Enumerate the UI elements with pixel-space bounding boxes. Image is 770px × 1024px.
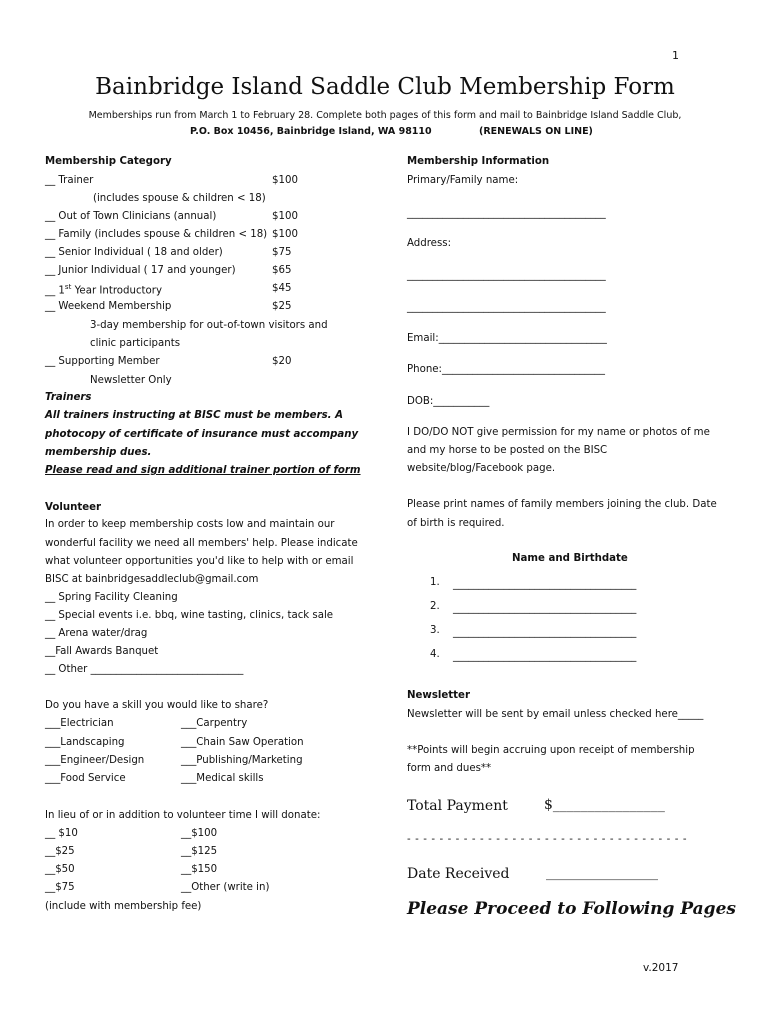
family-member-field[interactable]: ____________________________________ [453, 579, 637, 590]
points-note: **Points will begin accruing upon receipt of membership [407, 745, 695, 756]
volunteer-heading: Volunteer [45, 502, 102, 513]
volunteer-other-field[interactable]: __ Other ______________________________ [45, 664, 244, 675]
first-year-prefix: __ 1 [45, 285, 65, 297]
volunteer-text: what volunteer opportunities you'd like to help with or email [45, 556, 354, 567]
points-note: form and dues** [407, 763, 492, 774]
family-instructions: Please print names of family members joining the club. Date [407, 499, 717, 510]
address-label: Address: [407, 238, 452, 249]
family-member-field[interactable]: ____________________________________ [453, 603, 637, 614]
family-number: 2. [430, 601, 440, 612]
date-received-label: Date Received [407, 866, 510, 882]
permission-text: I DO/DO NOT give permission for my name or photos of me [407, 427, 710, 438]
family-member-field[interactable]: ____________________________________ [453, 651, 637, 662]
junior-price: $65 [272, 265, 292, 276]
skill-option[interactable]: ___Landscaping [45, 737, 125, 748]
family-number: 4. [430, 649, 440, 660]
skill-option[interactable]: ___Carpentry [181, 718, 248, 729]
donate-question: In lieu of or in addition to volunteer time I will donate: [45, 810, 321, 821]
trainers-instruction: Please read and sign additional trainer portion of form [45, 465, 361, 476]
permission-text: and my horse to be posted on the BISC [407, 445, 608, 456]
version-label: v.2017 [643, 962, 679, 974]
family-number: 3. [430, 625, 440, 636]
trainer-option[interactable]: __ Trainer [45, 175, 94, 186]
skill-option[interactable]: ___Medical skills [181, 773, 264, 784]
junior-option[interactable]: __ Junior Individual ( 17 and younger) [45, 265, 236, 276]
first-year-option[interactable] [45, 283, 162, 296]
membership-category-heading: Membership Category [45, 156, 172, 167]
donate-note: (include with membership fee) [45, 901, 202, 912]
trainers-text: membership dues. [45, 447, 152, 458]
weekend-note: clinic participants [90, 338, 181, 349]
trainers-text: photocopy of certificate of insurance must accompany [45, 429, 359, 440]
proceed-note: Please Proceed to Following Pages [407, 899, 736, 919]
membership-info-heading: Membership Information [407, 156, 550, 167]
senior-price: $75 [272, 247, 292, 258]
name-birthdate-heading: Name and Birthdate [512, 553, 628, 564]
divider-dashes: - - - - - - - - - - - - - - - - - - - - - - - - - - - - - - - - - - - [407, 834, 688, 845]
first-year-suffix: Year Introductory [71, 285, 162, 297]
donate-option[interactable]: __$50 [45, 864, 75, 875]
newsletter-heading: Newsletter [407, 690, 470, 701]
donate-option[interactable]: __$100 [181, 828, 218, 839]
senior-option[interactable]: __ Senior Individual ( 18 and older) [45, 247, 223, 258]
trainer-price: $100 [272, 175, 298, 186]
skills-question: Do you have a skill you would like to share? [45, 700, 269, 711]
subtitle-line: Memberships run from March 1 to February 28. Complete both pages of this form and mail to Bainbridge Island Saddle Club, [88, 110, 682, 121]
weekend-option[interactable]: __ Weekend Membership [45, 301, 172, 312]
donate-option[interactable]: __Other (write in) [181, 882, 270, 893]
volunteer-text: In order to keep membership costs low and maintain our [45, 519, 335, 530]
weekend-note: 3-day membership for out-of-town visitors and [90, 320, 328, 331]
skill-option[interactable]: ___Chain Saw Operation [181, 737, 304, 748]
weekend-price: $25 [272, 301, 292, 312]
phone-field[interactable]: Phone:________________________________ [407, 364, 605, 375]
supporting-option[interactable]: __ Supporting Member [45, 356, 160, 367]
family-instructions: of birth is required. [407, 518, 505, 529]
primary-name-label: Primary/Family name: [407, 175, 519, 186]
first-year-price: $45 [272, 283, 292, 294]
trainer-note: (includes spouse & children < 18) [93, 193, 266, 204]
address-field[interactable]: _______________________________________ [407, 302, 606, 313]
page-title: Bainbridge Island Saddle Club Membership Form [95, 74, 675, 100]
donate-option[interactable]: __$125 [181, 846, 218, 857]
first-year-sup: st [64, 283, 72, 291]
supporting-price: $20 [272, 356, 292, 367]
primary-name-field[interactable]: _______________________________________ [407, 208, 606, 219]
trainers-text: All trainers instructing at BISC must be members. A [45, 410, 343, 421]
donate-option[interactable]: __$25 [45, 846, 75, 857]
donate-option[interactable]: __$150 [181, 864, 218, 875]
volunteer-option[interactable]: __ Arena water/drag [45, 628, 148, 639]
trainers-heading: Trainers [45, 392, 92, 403]
skill-option[interactable]: ___Electrician [45, 718, 114, 729]
out-of-town-option[interactable]: __ Out of Town Clinicians (annual) [45, 211, 217, 222]
volunteer-option[interactable]: __ Special events i.e. bbq, wine tasting, clinics, tack sale [45, 610, 334, 621]
family-option[interactable]: __ Family (includes spouse & children < 18) [45, 229, 268, 240]
volunteer-option[interactable]: __Fall Awards Banquet [45, 646, 159, 657]
skill-option[interactable]: ___Food Service [45, 773, 126, 784]
renewals-note: (RENEWALS ON LINE) [479, 126, 593, 137]
total-payment-label: Total Payment [407, 798, 508, 814]
volunteer-email: BISC at bainbridgesaddleclub@gmail.com [45, 574, 259, 585]
mailing-address: P.O. Box 10456, Bainbridge Island, WA 98110 [190, 126, 432, 137]
permission-text: website/blog/Facebook page. [407, 463, 556, 474]
total-payment-field[interactable]: $________________ [544, 797, 665, 813]
family-member-field[interactable]: ____________________________________ [453, 627, 637, 638]
out-of-town-price: $100 [272, 211, 298, 222]
email-field[interactable]: Email:_________________________________ [407, 333, 607, 344]
donate-option[interactable]: __$75 [45, 882, 75, 893]
newsletter-optout-field[interactable]: Newsletter will be sent by email unless checked here_____ [407, 709, 704, 720]
dob-field[interactable]: DOB:___________ [407, 396, 490, 407]
volunteer-option[interactable]: __ Spring Facility Cleaning [45, 592, 178, 603]
page-number: 1 [672, 49, 679, 62]
family-number: 1. [430, 577, 440, 588]
address-field[interactable]: _______________________________________ [407, 270, 606, 281]
donate-option[interactable]: __ $10 [45, 828, 78, 839]
family-price: $100 [272, 229, 298, 240]
skill-option[interactable]: ___Publishing/Marketing [181, 755, 303, 766]
supporting-note: Newsletter Only [90, 375, 172, 386]
volunteer-text: wonderful facility we need all members' help. Please indicate [45, 538, 358, 549]
date-received-field[interactable]: ________________ [546, 865, 658, 881]
skill-option[interactable]: ___Engineer/Design [45, 755, 145, 766]
